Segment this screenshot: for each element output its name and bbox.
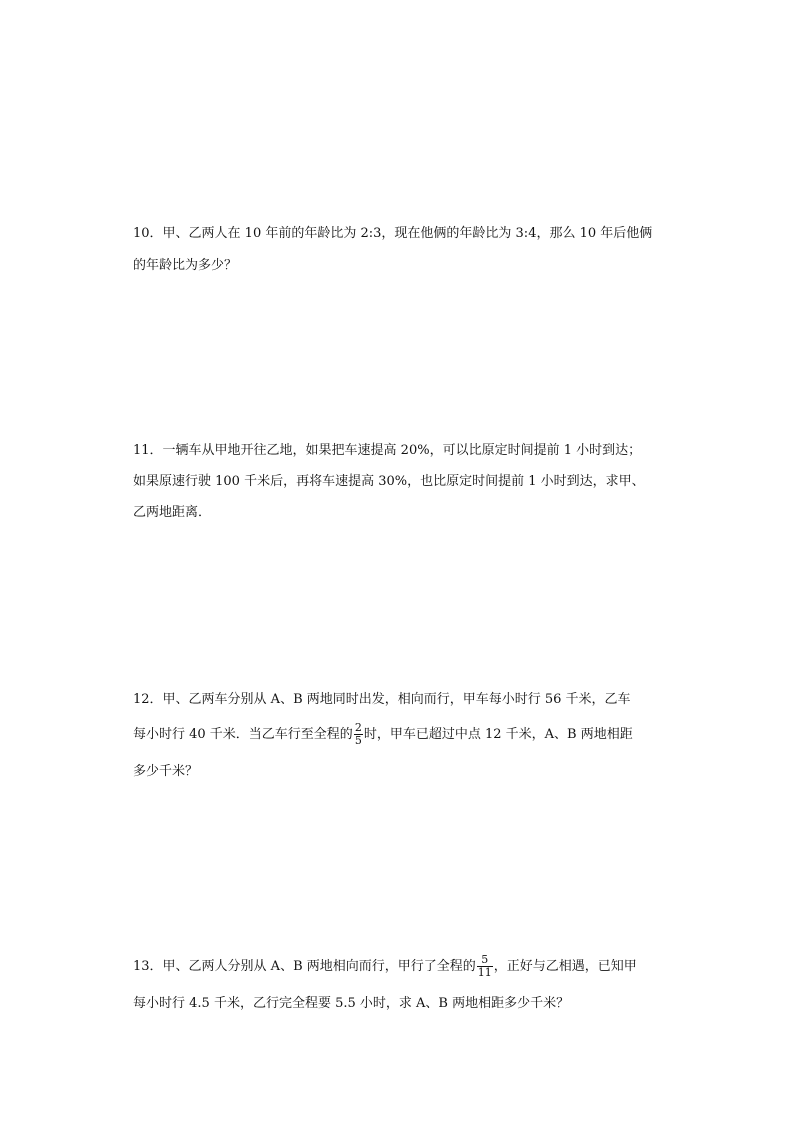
problem-11-line-2 [133,474,645,490]
problem-11-line-3 [133,505,211,521]
problem-12-line-1 [133,692,631,708]
problem-12-text-3: 多少千米？ [133,764,199,779]
problem-10-line-2 [133,258,237,274]
problem-12-line-2 [133,722,633,747]
problem-11-text-3: 乙两地距离． [133,505,212,520]
problem-12-number: 12． [133,692,163,707]
problem-10-number: 10． [133,226,163,241]
problem-13-text-2: 每小时行 4.5 千米，乙行完全程要 5.5 小时，求 A、B 两地相距多少千米？ [133,996,570,1011]
fraction-5-11 [477,954,493,979]
problem-13-line-2 [133,996,569,1012]
problem-10-text-2: 的年龄比为多少？ [133,258,238,273]
problem-10-text-1: 甲、乙两人在 10 年前的年龄比为 2:3，现在他俩的年龄比为 3:4，那么 10 年后他俩 [162,226,653,241]
problem-13-line-1 [133,954,637,979]
problem-12-text-2a: 每小时行 40 千米．当乙车行至全程的 [133,727,353,742]
problem-11-line-1 [133,443,641,459]
problem-11-text-2: 如果原速行驶 100 千米后，再将车速提高 30%，也比原定时间提前 1 小时到达，求甲、 [133,474,645,489]
fraction-denominator: 5 [354,734,362,747]
problem-12-text-1: 甲、乙两车分别从 A、B 两地同时出发，相向而行，甲车每小时行 56 千米，乙车 [162,692,631,707]
fraction-numerator: 5 [481,953,489,966]
fraction-denominator: 11 [477,966,492,979]
problem-12-line-3 [133,764,198,780]
problem-13-number: 13． [133,959,163,974]
problem-12-text-2b: 时，甲车已超过中点 12 千米，A、B 两地相距 [363,727,633,742]
problem-13-text-1a: 甲、乙两人分别从 A、B 两地相向而行，甲行了全程的 [162,959,476,974]
fraction-2-5 [354,722,363,747]
problem-10-line-1 [133,226,652,242]
fraction-numerator: 2 [354,721,362,734]
problem-13-text-1b: ，正好与乙相遇，已知甲 [493,959,637,974]
problem-11-text-1: 一辆车从甲地开往乙地，如果把车速提高 20%，可以比原定时间提前 1 小时到达； [162,443,642,458]
problem-11-number: 11． [133,443,163,458]
